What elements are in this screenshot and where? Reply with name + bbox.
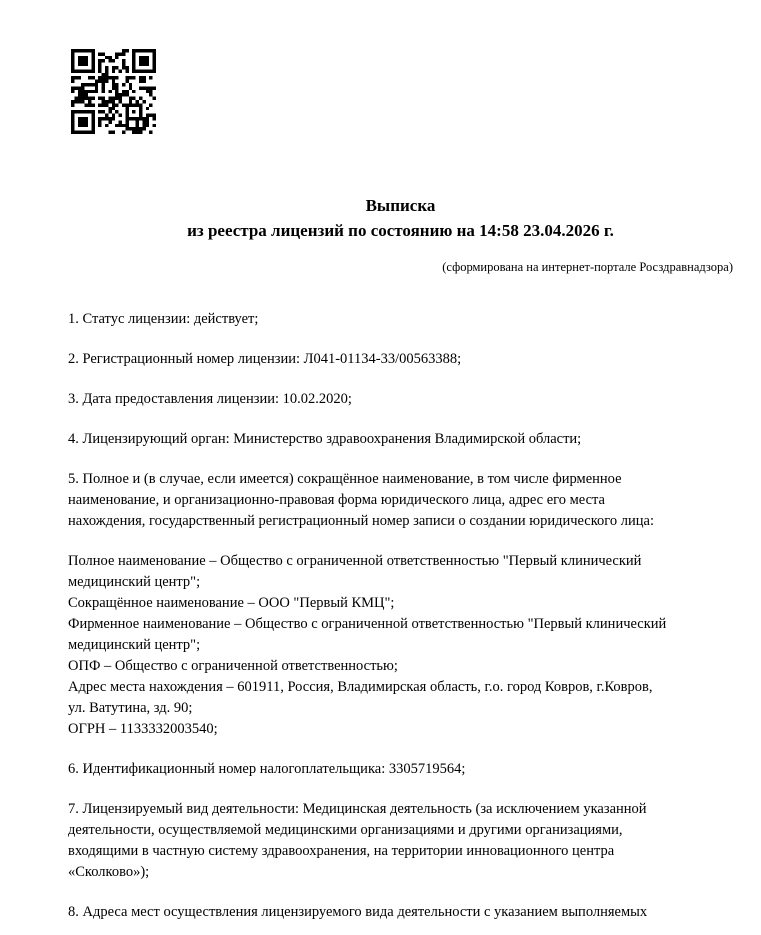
text-line: Адрес места нахождения – 601911, Россия, Владимирская область, г.о. город Ковров, г.Ковров,: [68, 679, 653, 695]
text-line: 1. Статус лицензии: действует;: [68, 311, 259, 327]
text-line: 6. Идентификационный номер налогоплательщика: 3305719564;: [68, 761, 466, 777]
text-line: 3. Дата предоставления лицензии: 10.02.2020;: [68, 391, 352, 407]
paragraph-grant-date: [68, 389, 733, 410]
text-line: Сокращённое наименование – ООО "Первый КМЦ";: [68, 595, 395, 611]
text-line: входящими в частную систему здравоохранения, на территории инновационного центра: [68, 843, 615, 859]
text-line: «Сколково»);: [68, 864, 150, 880]
text-line: ОГРН – 1133332003540;: [68, 721, 218, 737]
text-line: медицинский центр";: [68, 574, 201, 590]
document-title: [68, 193, 733, 243]
text-line: ул. Ватутина, зд. 90;: [68, 700, 193, 716]
text-line: 4. Лицензирующий орган: Министерство здравоохранения Владимирской области;: [68, 431, 582, 447]
paragraph-licensed-activity: [68, 799, 733, 883]
text-line: медицинский центр";: [68, 637, 201, 653]
text-line: Фирменное наименование – Общество с ограниченной ответственностью "Первый клинический: [68, 616, 667, 632]
paragraph-organization-details: [68, 551, 733, 740]
paragraph-inn: [68, 759, 733, 780]
paragraph-activity-addresses: [68, 902, 733, 923]
document-body: [68, 309, 733, 935]
paragraph-registration-number: [68, 349, 733, 370]
text-line: 8. Адреса мест осуществления лицензируемого вида деятельности с указанием выполняемых: [68, 904, 648, 920]
text-line: 5. Полное и (в случае, если имеется) сокращённое наименование, в том числе фирменное: [68, 471, 622, 487]
paragraph-name-header: [68, 469, 733, 532]
text-line: нахождения, государственный регистрационный номер записи о создании юридического лица:: [68, 513, 654, 529]
text-line: 7. Лицензируемый вид деятельности: Медицинская деятельность (за исключением указанной: [68, 801, 647, 817]
text-line: Полное наименование – Общество с ограниченной ответственностью "Первый клинический: [68, 553, 642, 569]
document-subtitle: (сформирована на интернет-портале Росздравнадзора): [442, 260, 733, 274]
title-line-1: Выписка: [365, 196, 436, 215]
text-line: наименование, и организационно-правовая форма юридического лица, адрес его места: [68, 492, 605, 508]
text-line: ОПФ – Общество с ограниченной ответственностью;: [68, 658, 398, 674]
title-line-2: из реестра лицензий по состоянию на 14:58 23.04.2026 г.: [187, 221, 614, 240]
text-line: 2. Регистрационный номер лицензии: Л041-01134-33/00563388;: [68, 351, 462, 367]
text-line: деятельности, осуществляемой медицинскими организациями и другими организациями,: [68, 822, 623, 838]
document-content: [68, 0, 733, 935]
paragraph-license-status: [68, 309, 733, 330]
paragraph-licensing-authority: [68, 429, 733, 450]
